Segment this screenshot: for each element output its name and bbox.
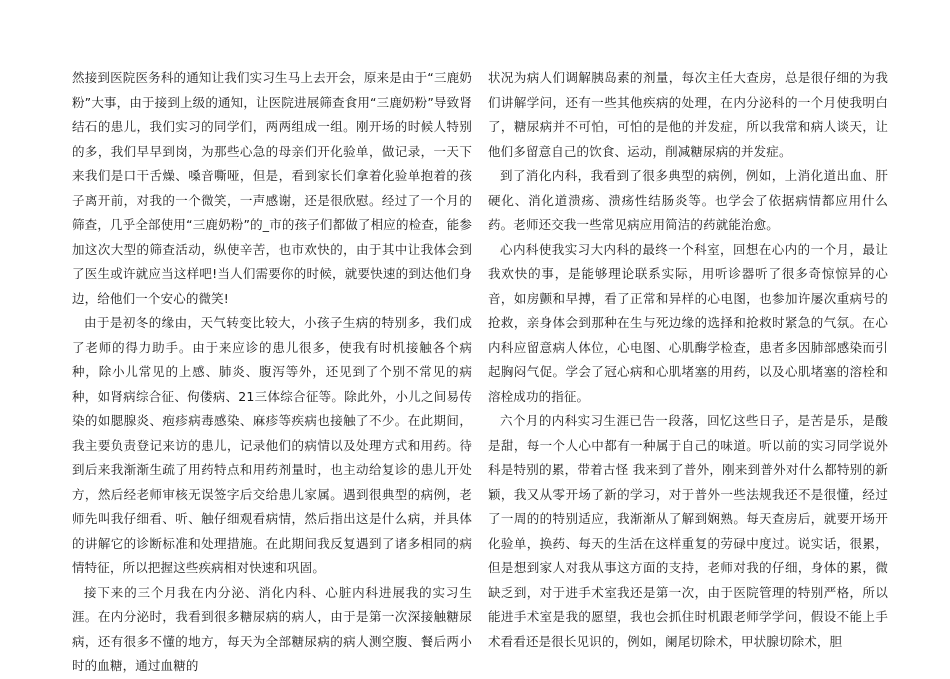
paragraph-surgery: 六个月的内科实习生涯已告一段落，回忆这些日子，是苦是乐，是酸是甜，每一个人心中都有一种属于自己的味道。听以前的实习同学说外科是特别的累，带着古怪 我来到了普外，刚来到普外对什么都特别的新颖，我又从零开场了新的学习，对于普外一些法规我还不是很懂，经过了一周的的特别适应，我渐渐从了解到娴熟。每天查房后，就要开场开化验单，换药、每天的生活在这样重复的劳碌中度过。说实话，很累，但是想到家人对我从事这方面的支持，老师对我的仔细，身体的累，微缺乏到，对于进手术室我还是第一次，由于医院管理的特别严格，所以能进手术室是我的愿望，我也会抓住时机跟老师学学问，假设不能上手术看看还是很长见识的，例如，阑尾切除术，甲状腺切除术，胆: [488, 413, 888, 649]
paragraph-internal-medicine-start: 接下来的三个月我在内分泌、消化内科、心脏内科进展我的实习生涯。在内分泌时，我看到很多糖尿病的病人，由于是第一次深接触糖尿病，还有很多不懂的地方，每天为全部糖尿病的病人测空腹、餐后两小时的血糖，通过血糖的: [72, 584, 472, 673]
paragraph-endocrinology: 状况为病人们调解胰岛素的剂量，每次主任大查房，总是很仔细的为我们讲解学问，还有一些其他疾病的处理，在内分泌科的一个月使我明白了，糖尿病并不可怕，可怕的是他的并发症，所以我常和病人谈天，让他们多留意自己的饮食、运动，削减糖尿病的并发症。: [488, 70, 888, 159]
left-text-column: [72, 66, 472, 679]
paragraph-screening: 然接到医院医务科的通知让我们实习生马上去开会，原来是由于“三鹿奶粉”大事，由于接到上级的通知，让医院进展筛查食用“三鹿奶粉”导致肾结石的患儿，我们实习的同学们，两两组成一组。刚开场的时候人特别的多，我们早早到岗，为那些心急的母亲们开化验单，做记录，一天下来我们是口干舌燥、嗓音嘶哑，但是，看到家长们拿着化验单抱着的孩子离开前，对我的一个微笑，一声感谢，还是很欣慰。经过了一个月的筛查，几乎全部使用“三鹿奶粉”的_市的孩子们都做了相应的检查，能参加这次大型的筛查活动，纵使辛苦，也市欢快的，由于其中让我体会到了医生或许就应当这样吧!当人们需要你的时候，就要快速的到达他们身边，给他们一个安心的微笑!: [72, 70, 472, 306]
paragraph-gastroenterology: 到了消化内科，我看到了很多典型的病例，例如，上消化道出血、肝硬化、消化道溃疡、溃疡性结肠炎等。也学会了依据病情都应用什么药。老师还交我一些常见病应用简洁的药就能治愈。: [488, 168, 888, 232]
paragraph-cardiology: 心内科使我实习大内科的最终一个科室，回想在心内的一个月，最让我欢快的事，是能够理论联系实际，用听诊器听了很多奇惊惊异的心音，如房颤和早搏，看了正常和异样的心电图，也参加许屡次重病号的抢救，亲身体会到那种在生与死边缘的选择和抢救时紧急的气氛。在心内科应留意病人体位，心电图、心肌酶学检查，患者多因肺部感染而引起胸闷气促。学会了冠心病和心肌堵塞的用药，以及心肌堵塞的溶栓和溶栓成功的指征。: [488, 241, 888, 404]
right-text-column: [488, 66, 888, 654]
paragraph-pediatrics: 由于是初冬的缘由，天气转变比较大，小孩子生病的特别多，我们成了老师的得力助手。由于来应诊的患儿很多，使我有时机接触各个病种，除小儿常见的上感、肺炎、腹泻等外，还见到了个别不常见的病种，如肾病综合征、佝偻病、21三体综合征等。除此外，小儿之间易传染的如腮腺炎、疱疹病毒感染、麻疹等疾病也接触了不少。在此期间，我主要负责登记来访的患儿，记录他们的病情以及处理方式和用药。待到后来我渐渐生疏了用药特点和用药剂量时，也主动给复诊的患儿开处方，然后经老师审核无误签字后交给患儿家属。遇到很典型的病例，老师先叫我仔细看、听、触仔细观看病情，然后指出这是什么病，并具体的讲解它的诊断标准和处理措施。在此期间我反复遇到了诸多相同的病情特征，所以把握这些疾病相对快速和巩固。: [72, 315, 472, 575]
